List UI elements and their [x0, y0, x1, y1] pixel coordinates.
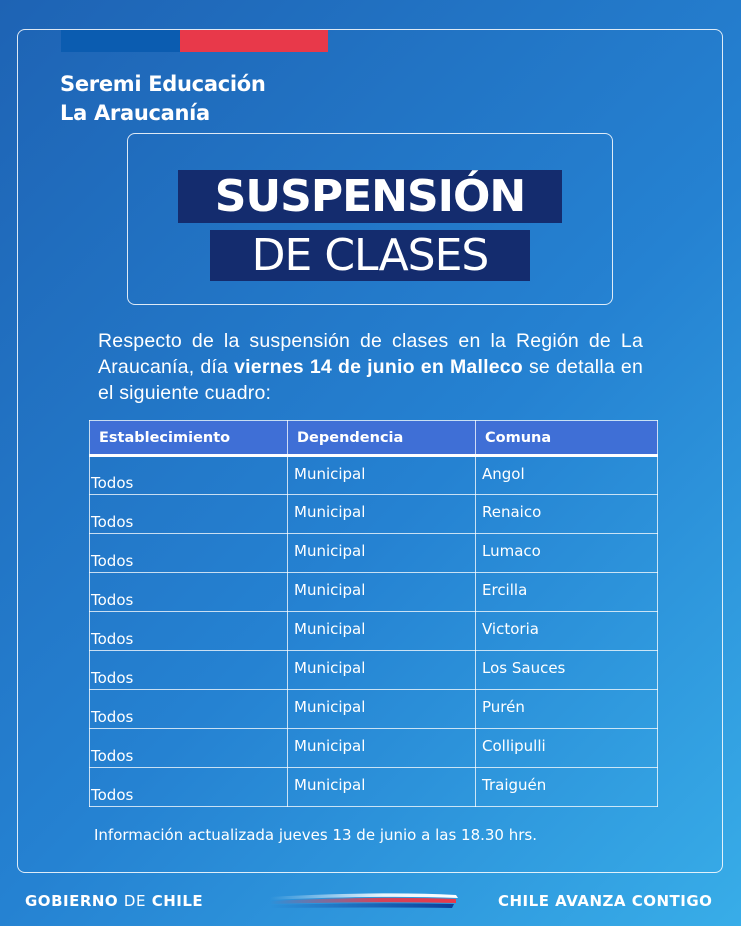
header-establecimiento: Establecimiento: [90, 421, 288, 456]
swoosh-icon: [270, 889, 460, 911]
intro-paragraph: [98, 328, 643, 406]
cell-dependencia: Municipal: [288, 690, 476, 729]
table-row: [90, 534, 658, 573]
table-row: [90, 651, 658, 690]
table-row: [90, 573, 658, 612]
intro-text-after: se detalla en el siguiente cuadro:: [98, 356, 643, 404]
table-row: [90, 456, 658, 495]
cell-dependencia: Municipal: [288, 456, 476, 495]
header-comuna: Comuna: [476, 421, 658, 456]
footer-left-word-1: GOBIERNO: [25, 892, 119, 910]
title-line-1: SUSPENSIÓN: [178, 170, 562, 223]
cell-establecimiento: Todos: [90, 768, 288, 807]
table-body: [90, 456, 658, 807]
brand-line-1: Seremi Educación: [60, 72, 266, 96]
cell-comuna: Collipulli: [476, 729, 658, 768]
footer-left-word-3: CHILE: [151, 892, 204, 910]
table-row: [90, 729, 658, 768]
brand-line-2: La Araucanía: [60, 101, 210, 125]
flag-stripe-blue: [61, 30, 180, 52]
cell-comuna: Angol: [476, 456, 658, 495]
cell-dependencia: Municipal: [288, 729, 476, 768]
table-row: [90, 768, 658, 807]
footer-left-word-2: DE: [123, 892, 146, 910]
footer-chile-avanza-contigo: CHILE AVANZA CONTIGO: [498, 892, 713, 910]
cell-dependencia: Municipal: [288, 612, 476, 651]
table-row: [90, 612, 658, 651]
cell-comuna: Victoria: [476, 612, 658, 651]
table-row: [90, 495, 658, 534]
table-header-row: [90, 421, 658, 456]
cell-comuna: Los Sauces: [476, 651, 658, 690]
title-line-2: DE CLASES: [210, 230, 530, 281]
cell-establecimiento: Todos: [90, 690, 288, 729]
closures-table: [89, 420, 658, 807]
cell-establecimiento: Todos: [90, 612, 288, 651]
cell-comuna: Renaico: [476, 495, 658, 534]
cell-establecimiento: Todos: [90, 534, 288, 573]
header-dependencia: Dependencia: [288, 421, 476, 456]
cell-dependencia: Municipal: [288, 573, 476, 612]
cell-comuna: Purén: [476, 690, 658, 729]
cell-establecimiento: Todos: [90, 456, 288, 495]
cell-comuna: Lumaco: [476, 534, 658, 573]
cell-comuna: Traiguén: [476, 768, 658, 807]
cell-establecimiento: Todos: [90, 729, 288, 768]
intro-text-before: Respecto de la suspensión de clases en la Región de La Araucanía, día: [98, 330, 643, 378]
cell-establecimiento: Todos: [90, 573, 288, 612]
intro-text-bold: viernes 14 de junio en Malleco: [234, 356, 523, 378]
brand-title: [60, 70, 266, 128]
footer-gobierno-de-chile: [25, 892, 203, 910]
flag-stripe-red: [180, 30, 328, 52]
cell-establecimiento: Todos: [90, 495, 288, 534]
cell-dependencia: Municipal: [288, 768, 476, 807]
cell-dependencia: Municipal: [288, 534, 476, 573]
cell-comuna: Ercilla: [476, 573, 658, 612]
cell-establecimiento: Todos: [90, 651, 288, 690]
update-footnote: Información actualizada jueves 13 de junio a las 18.30 hrs.: [94, 826, 537, 844]
cell-dependencia: Municipal: [288, 495, 476, 534]
cell-dependencia: Municipal: [288, 651, 476, 690]
table-row: [90, 690, 658, 729]
